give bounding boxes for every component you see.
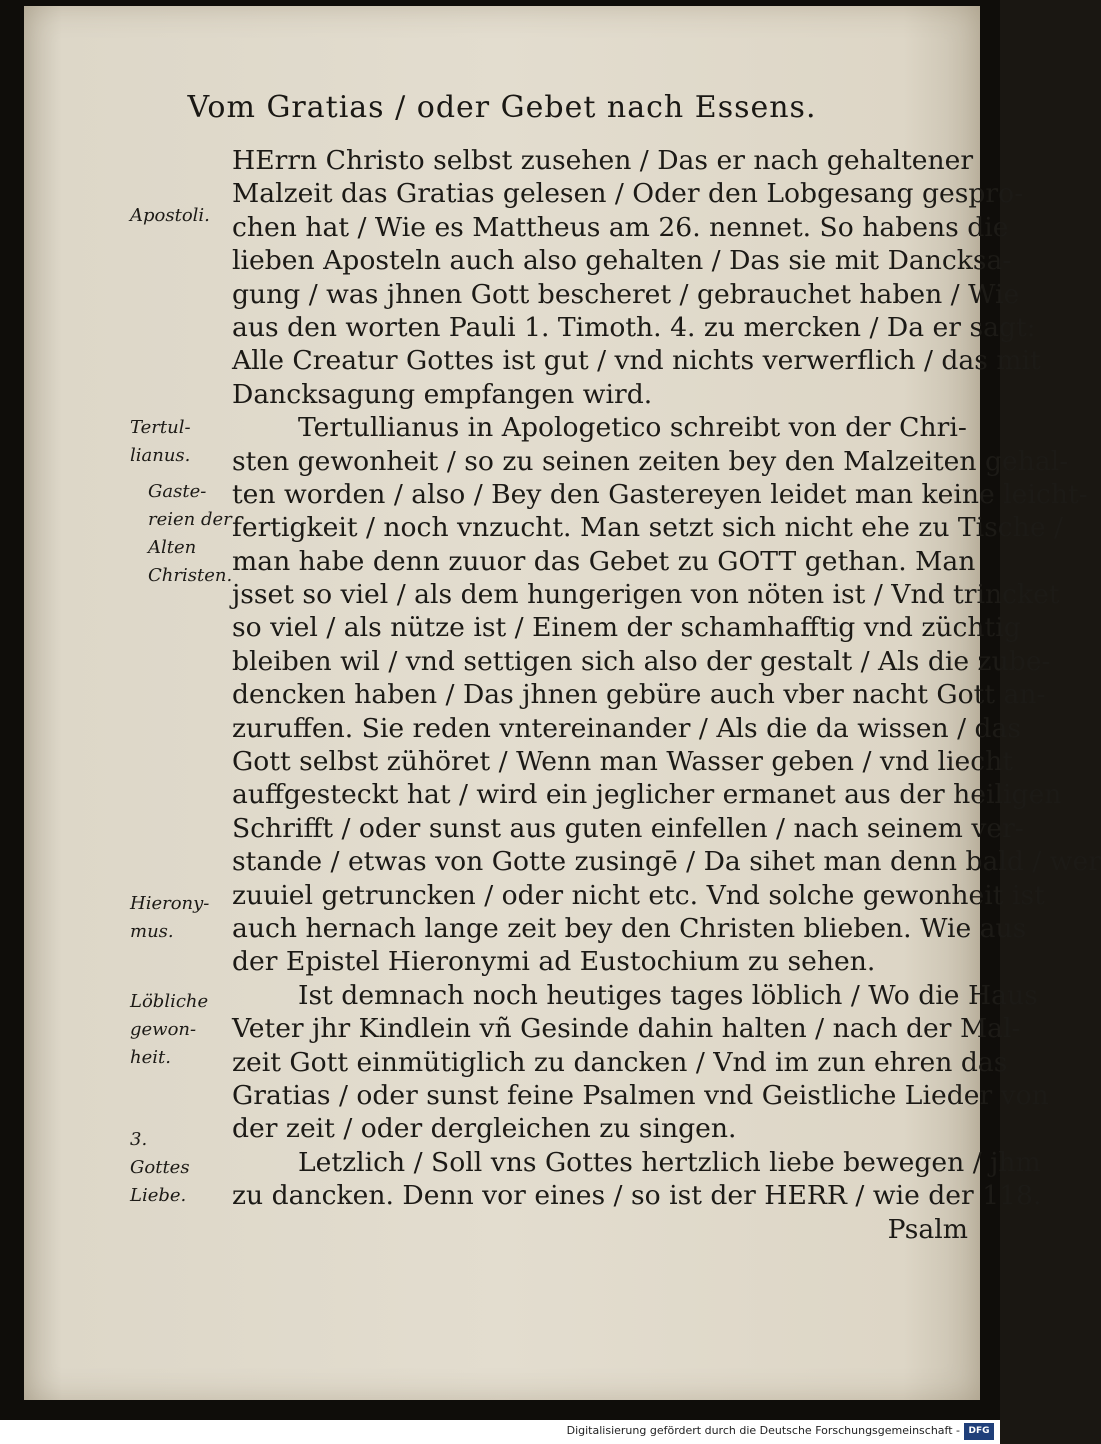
text-line: Gott selbst zühöret / Wenn man Wasser geben / vnd liecht [232,746,1014,778]
text-line: zuruffen. Sie reden vntereinander / Als die da wissen / das [232,712,1022,744]
text-line: Alle Creatur Gottes ist gut / vnd nichts verwerflich / das mit [232,345,1041,377]
marginal-note-gottes-liebe [130,1126,230,1210]
text-line: auffgesteckt hat / wird ein jeglicher ermanet aus der heiligen [232,779,1062,811]
text-line: Dancksagung empfangen wird. [232,378,653,410]
text-line: aus den worten Pauli 1. Timoth. 4. zu mercken / Da er sagt: [232,311,1036,343]
marginal-note-apostoli [130,202,230,230]
marginal-note-hieronymus [130,890,230,946]
marginal-note-line: lianus. [130,445,191,466]
catchword: Psalm [887,1213,968,1245]
text-line: Tertullianus in Apologetico schreibt von der Chri- [298,412,967,444]
marginal-note-line: Apostoli. [130,205,210,226]
book-page [24,6,1101,1400]
marginal-note-line: Alten [148,537,197,558]
text-line: man habe denn zuuor das Gebet zu GOTT gethan. Man [232,545,976,577]
text-line: Gratias / oder sunst feine Psalmen vnd Geistliche Lieder von [232,1079,1049,1111]
marginal-note-line: Hierony- [130,893,210,914]
text-line: zu dancken. Denn vor eines / so ist der HERR / wie der 118. [232,1180,1042,1212]
text-line: zeit Gott einmütiglich zu dancken / Vnd im zun ehren das [232,1046,1008,1078]
text-line: chen hat / Wie es Mattheus am 26. nennet. So habens die [232,211,1009,243]
marginal-note-line: heit. [130,1047,171,1068]
text-line: ten worden / also / Bey den Gastereyen leidet man keine leicht- [232,478,1088,510]
marginal-note-line: gewon- [130,1019,197,1040]
footer-strip [0,1420,1000,1444]
marginal-note-line: Gaste- [148,481,207,502]
text-line: HErrn Christo selbst zusehen / Das er nach gehaltener [232,145,974,176]
marginal-note-loebliche-gewonheit [130,988,230,1072]
text-line: der zeit / oder dergleichen zu singen. [232,1113,737,1145]
marginal-note-line: mus. [130,921,174,942]
marginal-note-line: 3. [130,1129,148,1150]
text-line: lieben Aposteln auch also gehalten / Das sie mit Dancksa- [232,245,1012,277]
text-line: stande / etwas von Gotte zusingē / Da sihet man denn bald / wer [232,846,1101,878]
marginal-note-line: Christen. [148,565,233,586]
marginal-note-line: Tertul- [130,417,191,438]
text-line: Ist demnach noch heutiges tages löblich / Wo die Haus [298,979,1038,1011]
footer-credit: Digitalisierung gefördert durch die Deutsche Forschungsgemeinschaft - [566,1424,960,1437]
text-line: der Epistel Hieronymi ad Eustochium zu sehen. [232,946,876,978]
text-line: bleiben wil / vnd settigen sich also der gestalt / Als die zube- [232,645,1051,677]
text-line: jsset so viel / als dem hungerigen von nöten ist / Vnd trincket [232,579,1060,611]
marginal-note-line: reien der [148,509,232,530]
text-line: so viel / als nütze ist / Einem der schamhafftig vnd züchtig [232,612,1021,644]
text-line: Schrifft / oder sunst aus guten einfellen / nach seinem ver- [232,812,1024,844]
text-line: fertigkeit / noch vnzucht. Man setzt sich nicht ehe zu Tische / [232,512,1063,544]
text-line: dencken haben / Das jhnen gebüre auch vber nacht Gott an- [232,679,1046,711]
text-line: Veter jhr Kindlein vñ Gesinde dahin halten / nach der Mal- [232,1013,1021,1045]
body-text [232,144,1101,1246]
marginal-note-gastereien [148,478,248,590]
text-line: gung / was jhnen Gott bescheret / gebrauchet haben / Wie [232,278,1020,310]
text-line: zuuiel getruncken / oder nicht etc. Vnd solche gewonheit ist [232,879,1045,911]
text-line: auch hernach lange zeit bey den Christen blieben. Wie aus [232,912,1027,944]
text-line: Malzeit das Gratias gelesen / Oder den Lobgesang gespro- [232,178,1024,210]
marginal-note-line: Löbliche [130,991,209,1012]
running-head: Vom Gratias / oder Gebet nach Essens. [187,90,817,125]
marginal-note-tertullianus [130,414,230,470]
text-line: Letzlich / Soll vns Gottes hertzlich liebe bewegen / jhm [298,1146,1041,1178]
dfg-logo: DFG [964,1423,994,1440]
marginal-note-line: Gottes [130,1157,190,1178]
text-line: sten gewonheit / so zu seinen zeiten bey den Malzeiten gehal- [232,445,1069,477]
marginal-note-line: Liebe. [130,1185,187,1206]
